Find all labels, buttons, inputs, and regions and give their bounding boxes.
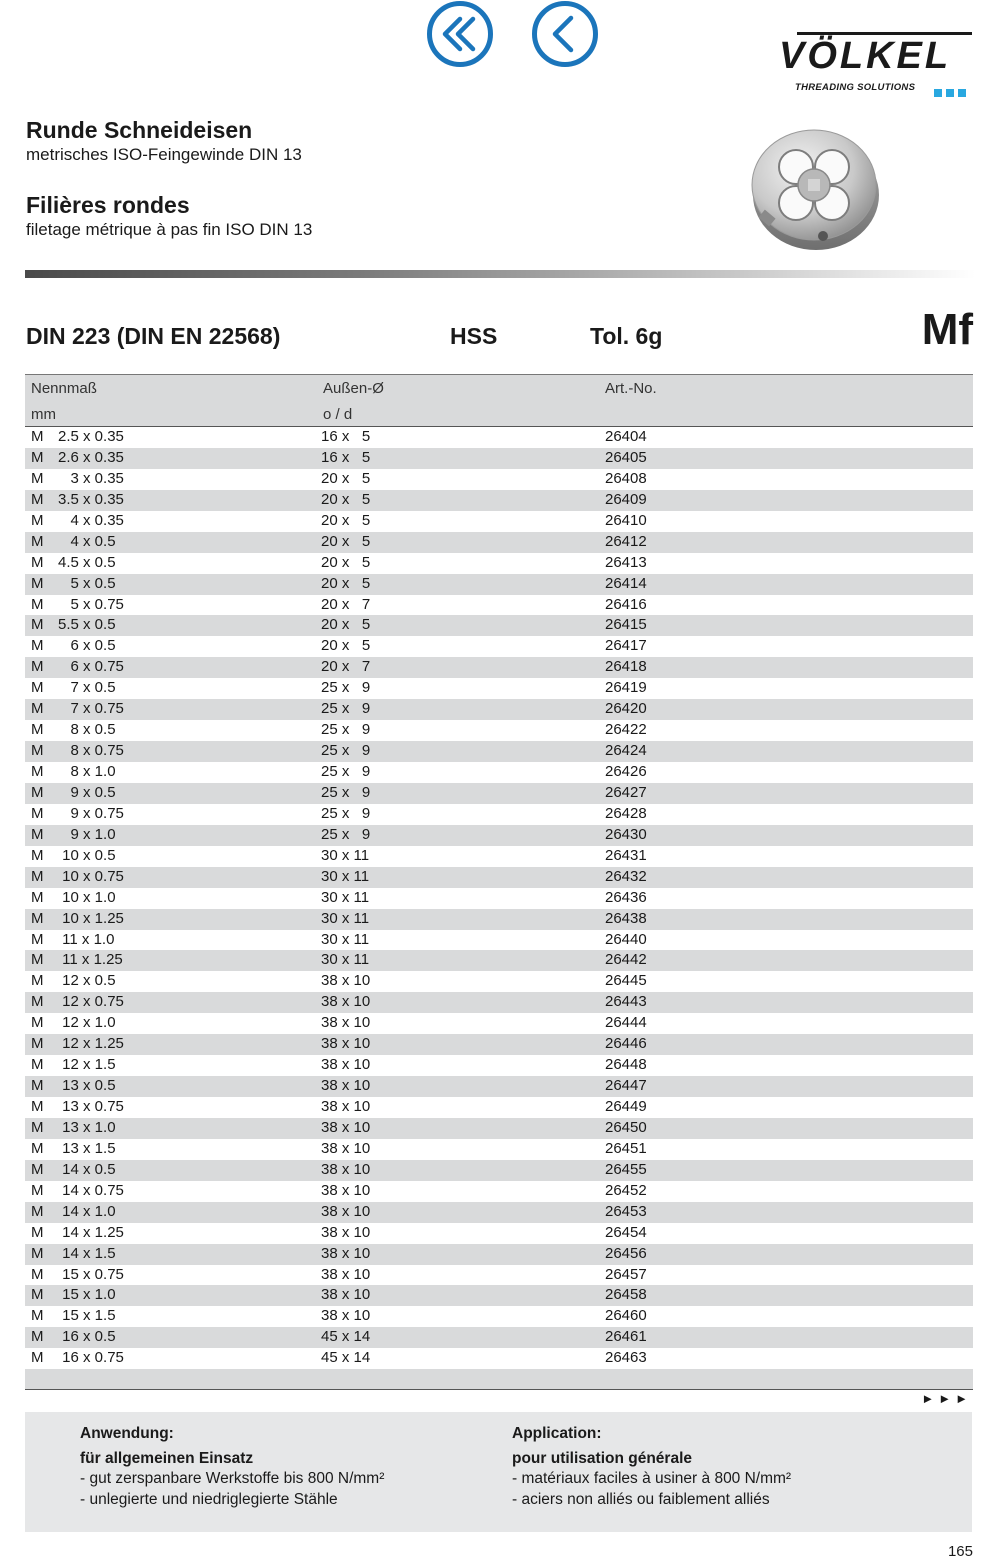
table-row	[25, 1097, 973, 1118]
row-prefix: M	[31, 1307, 44, 1325]
row-outer-diameter: 38 x 10	[321, 1265, 371, 1283]
row-outer-diameter: 20 x 7	[321, 658, 371, 676]
row-nominal-size: 10 x 1.25	[58, 909, 124, 927]
row-article-number: 26460	[605, 1307, 647, 1325]
row-nominal-size: 10 x 0.5	[58, 846, 116, 864]
row-nominal-size: 13 x 0.5	[58, 1077, 116, 1095]
table-row	[25, 971, 973, 992]
application-lead-french: pour utilisation générale	[512, 1449, 692, 1467]
table-row	[25, 762, 973, 783]
row-nominal-size: 12 x 1.5	[58, 1056, 116, 1074]
row-prefix: M	[31, 532, 44, 550]
row-outer-diameter: 20 x 5	[321, 532, 371, 550]
row-outer-diameter: 38 x 10	[321, 993, 371, 1011]
row-nominal-size: 3 x 0.35	[58, 469, 124, 487]
row-outer-diameter: 16 x 5	[321, 448, 371, 466]
row-prefix: M	[31, 1139, 44, 1157]
row-article-number: 26417	[605, 637, 647, 655]
application-french	[512, 1424, 791, 1510]
row-nominal-size: 9 x 0.5	[58, 783, 116, 801]
row-nominal-size: 12 x 0.5	[58, 972, 116, 990]
row-article-number: 26436	[605, 888, 647, 906]
row-nominal-size: 4.5 x 0.5	[58, 553, 116, 571]
row-nominal-size: 14 x 1.0	[58, 1202, 116, 1220]
page-title-french: Filières rondes	[26, 192, 190, 218]
row-outer-diameter: 38 x 10	[321, 1118, 371, 1136]
table-row	[25, 1327, 973, 1348]
row-nominal-size: 12 x 1.25	[58, 1035, 124, 1053]
row-outer-diameter: 38 x 10	[321, 1139, 371, 1157]
table-row	[25, 867, 973, 888]
table-row	[25, 1139, 973, 1160]
row-outer-diameter: 25 x 9	[321, 742, 371, 760]
row-article-number: 26443	[605, 993, 647, 1011]
row-nominal-size: 7 x 0.75	[58, 700, 124, 718]
row-prefix: M	[31, 1265, 44, 1283]
row-article-number: 26432	[605, 867, 647, 885]
header-article-number: Art.-No.	[605, 380, 657, 397]
row-prefix: M	[31, 721, 44, 739]
row-nominal-size: 12 x 0.75	[58, 993, 124, 1011]
row-article-number: 26420	[605, 700, 647, 718]
row-prefix: M	[31, 1160, 44, 1178]
row-article-number: 26412	[605, 532, 647, 550]
row-nominal-size: 6 x 0.75	[58, 658, 124, 676]
row-article-number: 26426	[605, 763, 647, 780]
table-row	[25, 1076, 973, 1097]
row-article-number: 26444	[605, 1014, 647, 1032]
table-row	[25, 950, 973, 971]
row-article-number: 26428	[605, 804, 647, 822]
row-outer-diameter: 38 x 10	[321, 1307, 371, 1325]
table-row	[25, 469, 973, 490]
row-outer-diameter: 20 x 5	[321, 490, 371, 508]
row-prefix: M	[31, 804, 44, 822]
table-row	[25, 595, 973, 616]
header-outer-diameter-unit: o / d	[323, 406, 353, 423]
table-row	[25, 720, 973, 741]
round-die-image	[748, 125, 883, 253]
row-prefix: M	[31, 763, 44, 780]
brand-logo	[779, 32, 974, 94]
application-line2-french: - aciers non alliés ou faiblement alliés	[512, 1490, 770, 1508]
application-heading-german: Anwendung:	[80, 1425, 174, 1442]
row-article-number: 26416	[605, 595, 647, 613]
section-divider	[25, 270, 975, 278]
table-row	[25, 804, 973, 825]
table-row	[25, 553, 973, 574]
table-row	[25, 678, 973, 699]
row-outer-diameter: 16 x 5	[321, 428, 371, 445]
row-article-number: 26422	[605, 721, 647, 739]
row-nominal-size: 14 x 0.75	[58, 1181, 124, 1199]
row-article-number: 26409	[605, 490, 647, 508]
row-nominal-size: 14 x 1.5	[58, 1244, 116, 1262]
table-row	[25, 1348, 973, 1369]
row-prefix: M	[31, 1223, 44, 1241]
row-nominal-size: 5 x 0.75	[58, 595, 124, 613]
table-row	[25, 427, 973, 448]
row-nominal-size: 10 x 1.0	[58, 888, 116, 906]
row-article-number: 26415	[605, 616, 647, 634]
row-article-number: 26413	[605, 553, 647, 571]
row-prefix: M	[31, 1202, 44, 1220]
table-row	[25, 846, 973, 867]
row-prefix: M	[31, 1035, 44, 1053]
row-article-number: 26446	[605, 1035, 647, 1053]
row-prefix: M	[31, 595, 44, 613]
logo-wordmark: VÖLKEL	[779, 35, 952, 77]
table-end-row	[25, 1369, 973, 1390]
row-prefix: M	[31, 637, 44, 655]
row-outer-diameter: 30 x 11	[321, 888, 370, 906]
row-article-number: 26424	[605, 742, 647, 760]
row-nominal-size: 5 x 0.5	[58, 574, 116, 592]
table-row	[25, 741, 973, 762]
table-row	[25, 1202, 973, 1223]
table-row	[25, 888, 973, 909]
row-article-number: 26445	[605, 972, 647, 990]
row-prefix: M	[31, 951, 44, 969]
row-nominal-size: 5.5 x 0.5	[58, 616, 116, 634]
table-row	[25, 1244, 973, 1265]
row-outer-diameter: 20 x 5	[321, 511, 371, 529]
row-prefix: M	[31, 490, 44, 508]
row-prefix: M	[31, 553, 44, 571]
row-prefix: M	[31, 825, 44, 843]
row-article-number: 26438	[605, 909, 647, 927]
table-row	[25, 1285, 973, 1306]
row-article-number: 26455	[605, 1160, 647, 1178]
row-outer-diameter: 20 x 7	[321, 595, 371, 613]
row-outer-diameter: 25 x 9	[321, 763, 371, 780]
table-row	[25, 1223, 973, 1244]
table-row	[25, 930, 973, 951]
row-nominal-size: 8 x 0.75	[58, 742, 124, 760]
row-article-number: 26430	[605, 825, 647, 843]
row-article-number: 26442	[605, 951, 647, 969]
page-subtitle-french: filetage métrique à pas fin ISO DIN 13	[26, 220, 313, 239]
table-row	[25, 1265, 973, 1286]
application-lead-german: für allgemeinen Einsatz	[80, 1449, 254, 1467]
row-prefix: M	[31, 574, 44, 592]
row-prefix: M	[31, 909, 44, 927]
row-nominal-size: 11 x 1.0	[58, 930, 115, 948]
table-row	[25, 825, 973, 846]
row-article-number: 26408	[605, 469, 647, 487]
row-outer-diameter: 30 x 11	[321, 909, 370, 927]
row-prefix: M	[31, 469, 44, 487]
row-nominal-size: 7 x 0.5	[58, 679, 116, 697]
row-article-number: 26427	[605, 783, 647, 801]
row-prefix: M	[31, 658, 44, 676]
table-row	[25, 532, 973, 553]
table-row	[25, 448, 973, 469]
continue-arrows: ►►►	[921, 1391, 972, 1406]
row-article-number: 26454	[605, 1223, 647, 1241]
application-heading-french: Application:	[512, 1425, 602, 1442]
row-nominal-size: 11 x 1.25	[58, 951, 123, 969]
table-header	[25, 374, 973, 427]
row-nominal-size: 13 x 1.5	[58, 1139, 116, 1157]
row-nominal-size: 9 x 1.0	[58, 825, 116, 843]
page-subtitle-german: metrisches ISO-Feingewinde DIN 13	[26, 145, 302, 164]
row-nominal-size: 8 x 0.5	[58, 721, 116, 739]
page-title-german: Runde Schneideisen	[26, 117, 253, 143]
row-outer-diameter: 20 x 5	[321, 469, 371, 487]
table-row	[25, 909, 973, 930]
table-body	[25, 427, 973, 1369]
row-outer-diameter: 38 x 10	[321, 1223, 371, 1241]
row-prefix: M	[31, 1098, 44, 1115]
row-prefix: M	[31, 742, 44, 760]
spec-tolerance: Tol. 6g	[590, 323, 663, 349]
row-outer-diameter: 45 x 14	[321, 1349, 371, 1367]
row-nominal-size: 4 x 0.35	[58, 511, 124, 529]
row-article-number: 26447	[605, 1077, 647, 1095]
row-prefix: M	[31, 993, 44, 1011]
row-outer-diameter: 25 x 9	[321, 804, 371, 822]
application-line1-german: - gut zerspanbare Werkstoffe bis 800 N/mm²	[80, 1470, 385, 1487]
logo-dots	[934, 84, 970, 102]
row-article-number: 26461	[605, 1328, 647, 1346]
row-article-number: 26463	[605, 1349, 647, 1367]
table-row	[25, 1160, 973, 1181]
row-outer-diameter: 38 x 10	[321, 1244, 371, 1262]
row-prefix: M	[31, 972, 44, 990]
row-outer-diameter: 20 x 5	[321, 574, 371, 592]
row-outer-diameter: 45 x 14	[321, 1328, 371, 1346]
row-outer-diameter: 30 x 11	[321, 867, 370, 885]
row-prefix: M	[31, 679, 44, 697]
row-article-number: 26440	[605, 930, 647, 948]
header-nominal-unit: mm	[31, 406, 56, 423]
table-row	[25, 1034, 973, 1055]
row-outer-diameter: 25 x 9	[321, 721, 371, 739]
row-prefix: M	[31, 1286, 44, 1304]
row-nominal-size: 15 x 0.75	[58, 1265, 124, 1283]
row-outer-diameter: 20 x 5	[321, 616, 371, 634]
application-line2-german: - unlegierte und niedriglegierte Stähle	[80, 1490, 338, 1508]
row-prefix: M	[31, 448, 44, 466]
row-nominal-size: 8 x 1.0	[58, 763, 116, 780]
row-article-number: 26431	[605, 846, 647, 864]
row-article-number: 26453	[605, 1202, 647, 1220]
row-article-number: 26457	[605, 1265, 647, 1283]
table-row	[25, 1013, 973, 1034]
row-prefix: M	[31, 1328, 44, 1346]
row-article-number: 26451	[605, 1139, 647, 1157]
row-article-number: 26450	[605, 1118, 647, 1136]
row-nominal-size: 16 x 0.5	[58, 1328, 116, 1346]
thread-code: Mf	[921, 305, 973, 354]
row-outer-diameter: 25 x 9	[321, 825, 371, 843]
row-prefix: M	[31, 783, 44, 801]
previous-page-button[interactable]	[532, 1, 598, 67]
table-row	[25, 783, 973, 804]
row-nominal-size: 14 x 1.25	[58, 1223, 124, 1241]
row-article-number: 26404	[605, 428, 647, 445]
row-article-number: 26449	[605, 1098, 647, 1115]
row-outer-diameter: 38 x 10	[321, 1160, 371, 1178]
row-outer-diameter: 38 x 10	[321, 1035, 371, 1053]
row-outer-diameter: 30 x 11	[321, 951, 370, 969]
application-info-box	[25, 1412, 972, 1532]
row-nominal-size: 2.6 x 0.35	[58, 448, 124, 466]
row-article-number: 26419	[605, 679, 647, 697]
logo-tagline: THREADING SOLUTIONS	[795, 82, 916, 93]
row-article-number: 26452	[605, 1181, 647, 1199]
row-prefix: M	[31, 1181, 44, 1199]
row-article-number: 26456	[605, 1244, 647, 1262]
row-outer-diameter: 25 x 9	[321, 783, 371, 801]
row-prefix: M	[31, 511, 44, 529]
table-row	[25, 699, 973, 720]
row-nominal-size: 10 x 0.75	[58, 867, 124, 885]
page-number: 165	[947, 1543, 973, 1560]
row-outer-diameter: 38 x 10	[321, 1077, 371, 1095]
row-prefix: M	[31, 1077, 44, 1095]
table-row	[25, 992, 973, 1013]
row-nominal-size: 9 x 0.75	[58, 804, 124, 822]
row-nominal-size: 2.5 x 0.35	[58, 428, 124, 445]
row-outer-diameter: 25 x 9	[321, 700, 371, 718]
row-outer-diameter: 38 x 10	[321, 1098, 371, 1115]
first-page-button[interactable]	[427, 1, 493, 67]
row-article-number: 26458	[605, 1286, 647, 1304]
row-outer-diameter: 30 x 11	[321, 846, 370, 864]
row-nominal-size: 13 x 1.0	[58, 1118, 116, 1136]
table-row	[25, 636, 973, 657]
row-nominal-size: 15 x 1.5	[58, 1307, 116, 1325]
application-line1-french: - matériaux faciles à usiner à 800 N/mm²	[512, 1470, 792, 1487]
table-row	[25, 490, 973, 511]
product-table	[25, 374, 973, 1390]
row-outer-diameter: 38 x 10	[321, 1286, 371, 1304]
table-row	[25, 657, 973, 678]
row-nominal-size: 4 x 0.5	[58, 532, 116, 550]
row-prefix: M	[31, 846, 44, 864]
chevron-left-icon	[537, 6, 593, 62]
row-article-number: 26418	[605, 658, 647, 676]
table-row	[25, 1118, 973, 1139]
row-outer-diameter: 20 x 5	[321, 553, 371, 571]
double-chevron-left-icon	[432, 6, 488, 62]
row-article-number: 26405	[605, 448, 647, 466]
header-outer-diameter: Außen-Ø	[323, 380, 384, 397]
row-outer-diameter: 20 x 5	[321, 637, 371, 655]
row-outer-diameter: 38 x 10	[321, 1056, 371, 1074]
row-prefix: M	[31, 1244, 44, 1262]
row-nominal-size: 6 x 0.5	[58, 637, 116, 655]
row-outer-diameter: 38 x 10	[321, 972, 371, 990]
row-prefix: M	[31, 1349, 44, 1367]
application-german	[80, 1424, 384, 1510]
row-outer-diameter: 25 x 9	[321, 679, 371, 697]
row-prefix: M	[31, 930, 44, 948]
table-row	[25, 1181, 973, 1202]
row-outer-diameter: 38 x 10	[321, 1181, 371, 1199]
row-prefix: M	[31, 1118, 44, 1136]
spec-norm: DIN 223 (DIN EN 22568)	[26, 323, 281, 349]
row-prefix: M	[31, 1056, 44, 1074]
row-outer-diameter: 30 x 11	[321, 930, 370, 948]
row-nominal-size: 15 x 1.0	[58, 1286, 116, 1304]
row-prefix: M	[31, 867, 44, 885]
row-article-number: 26410	[605, 511, 647, 529]
row-nominal-size: 3.5 x 0.35	[58, 490, 124, 508]
row-nominal-size: 16 x 0.75	[58, 1349, 124, 1367]
row-article-number: 26414	[605, 574, 647, 592]
table-row	[25, 1055, 973, 1076]
spec-material: HSS	[450, 323, 498, 349]
row-article-number: 26448	[605, 1056, 647, 1074]
table-row	[25, 511, 973, 532]
row-outer-diameter: 38 x 10	[321, 1202, 371, 1220]
row-nominal-size: 12 x 1.0	[58, 1014, 116, 1032]
row-outer-diameter: 38 x 10	[321, 1014, 371, 1032]
row-nominal-size: 14 x 0.5	[58, 1160, 116, 1178]
row-nominal-size: 13 x 0.75	[58, 1098, 124, 1115]
row-prefix: M	[31, 700, 44, 718]
row-prefix: M	[31, 1014, 44, 1032]
table-row	[25, 574, 973, 595]
row-prefix: M	[31, 888, 44, 906]
row-prefix: M	[31, 428, 44, 445]
table-row	[25, 1306, 973, 1327]
table-row	[25, 615, 973, 636]
row-prefix: M	[31, 616, 44, 634]
header-nominal-size: Nennmaß	[31, 380, 97, 397]
